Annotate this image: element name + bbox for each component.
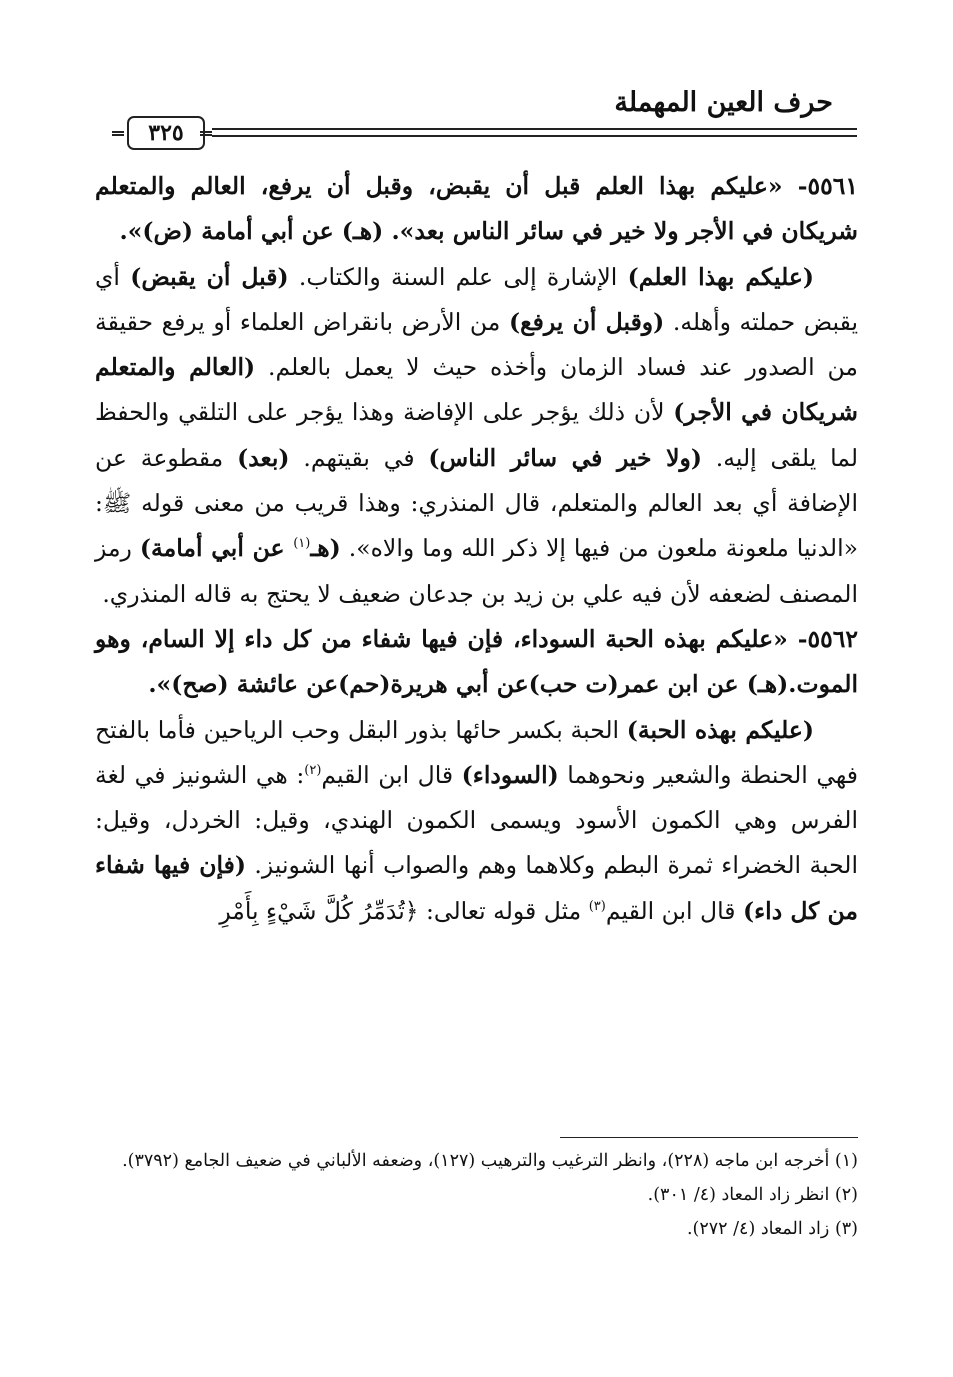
keyword: (وقبل أن يرفع) bbox=[508, 307, 665, 336]
keyword: (عليكم بهذا العلم) bbox=[627, 262, 814, 291]
commentary-text: مقطوعة عن الإضافة أي بعد العالم والمتعلم، قال المنذري: وهذا قريب من معنى قوله ﷺ: «الدنيا ملعونة ملعون من فيها إلا ذكر الله وما والاه». bbox=[95, 443, 858, 563]
footnote-1: (١) أخرجه ابن ماجه (٢٢٨)، وانظر الترغيب والترهيب (١٢٧)، وضعفه الألباني في ضعيف الجامع (٣٧٩٢). bbox=[122, 1151, 858, 1171]
main-text bbox=[95, 164, 858, 934]
commentary-text: قال ابن القيم bbox=[321, 760, 462, 789]
header-double-rule bbox=[212, 128, 857, 137]
hadith-text: «عليكم بهذه الحبة السوداء، فإن فيها شفاء من كل داء إلا السام، وهو الموت.(هـ) عن ابن عمر(ت حب)عن أبي هريرة(حم)عن عائشة (صح)». bbox=[95, 624, 858, 699]
commentary-text: الحبة بكسر حائها بذور البقل وحب الرياحين فأما بالفتح فهي الحنطة والشعير ونحوهما bbox=[95, 715, 858, 789]
footnotes bbox=[95, 1144, 858, 1246]
commentary-text: رمز المصنف لضعفه لأن فيه علي بن زيد بن جدعان ضعيف لا يحتج به قاله المنذري. bbox=[95, 534, 858, 608]
keyword: (هـ bbox=[310, 534, 341, 563]
footnote-3: (٣) زاد المعاد (٤/ ٢٧٢). bbox=[686, 1219, 858, 1239]
commentary-text: من الأرض بانقراض العلماء أو يرفع حقيقة من الصدور عند فساد الزمان وأخذه حيث لا يعمل بالعلم. bbox=[95, 307, 858, 382]
keyword: (العالم والمتعلم شريكان في الأجر) bbox=[95, 353, 858, 427]
keyword: (قبل أن يقبض) bbox=[130, 262, 289, 291]
commentary-text: في بقيتهم. bbox=[289, 443, 429, 472]
footnote-ref-1[interactable]: (١) bbox=[293, 536, 311, 552]
commentary-text: أي يقبض حملته وأهله. bbox=[95, 262, 859, 336]
hadith-5562 bbox=[95, 617, 858, 708]
hadith-number: ٥٥٦٢- bbox=[787, 624, 858, 653]
footnote-ref-3[interactable]: (٣) bbox=[588, 898, 606, 914]
keyword: (بعد) bbox=[237, 443, 290, 472]
footnote-2: (٢) انظر زاد المعاد (٤/ ٣٠١). bbox=[647, 1185, 858, 1205]
commentary-text: مثل قوله تعالى: ﴿تُدَمِّرُ كُلَّ شَيْءٍ بِأَمْرِ bbox=[219, 896, 589, 925]
footnote-divider bbox=[560, 1137, 858, 1138]
footnote-ref-2[interactable]: (٢) bbox=[304, 763, 322, 779]
commentary-5561 bbox=[95, 255, 858, 617]
hadith-number: ٥٥٦١- bbox=[782, 172, 859, 200]
commentary-text: لأن ذلك يؤجر على الإفاضة وهذا يؤجر على التلقي والحفظ لما يلقى إليه. bbox=[95, 398, 858, 472]
hadith-text: «عليكم بهذا العلم قبل أن يقبض، وقبل أن يرفع، العالم والمتعلم شريكان في الأجر ولا خير في سائر الناس بعد». (هـ) عن أبي أمامة (ض)». bbox=[95, 172, 858, 246]
keyword: عن أبي أمامة) bbox=[139, 534, 294, 563]
running-header-title: حرف العين المهملة bbox=[614, 87, 833, 118]
keyword: (ولا خير في سائر الناس) bbox=[428, 443, 702, 472]
hadith-5561 bbox=[95, 164, 858, 255]
page-number-text: ٣٢٥ bbox=[148, 120, 184, 146]
commentary-text: : هي الشونيز في لغة الفرس وهي الكمون الأسود ويسمى الكمون الهندي، وقيل: الخردل، وقيل: الحبة الخضراء ثمرة البطم وكلاهما وهم والصواب أنها الشونيز. bbox=[95, 760, 859, 880]
keyword: (فإن فيها شفاء من كل داء) bbox=[95, 851, 858, 925]
commentary-text: قال ابن القيم bbox=[605, 896, 743, 925]
keyword: (السوداء) bbox=[461, 760, 559, 789]
keyword: (عليكم بهذه الحبة) bbox=[626, 715, 814, 744]
commentary-5562 bbox=[95, 708, 858, 934]
commentary-text: الإشارة إلى علم السنة والكتاب. bbox=[288, 262, 628, 291]
page-number bbox=[127, 116, 205, 150]
